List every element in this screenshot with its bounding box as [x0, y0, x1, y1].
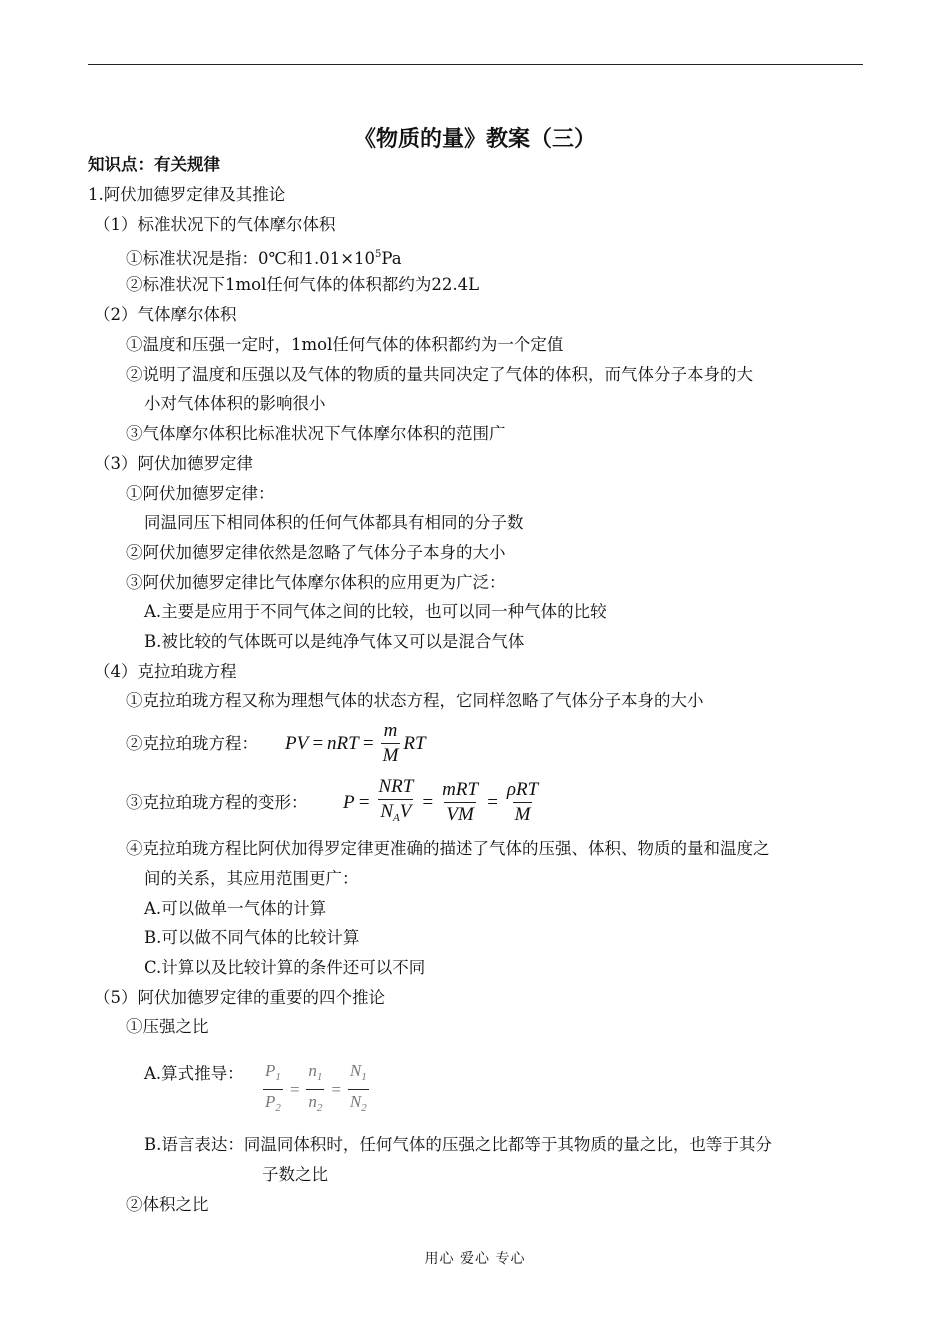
fraction-denominator: M: [514, 804, 531, 825]
text-line: ②说明了温度和压强以及气体的物质的量共同决定了气体的体积，而气体分子本身的大: [126, 365, 753, 384]
fraction-denominator: [378, 799, 413, 829]
text-line: A.可以做单一气体的计算: [144, 899, 327, 918]
symbol-V: V: [399, 801, 412, 822]
equals-sign: =: [361, 732, 375, 754]
formula1-lhs: PV: [285, 732, 309, 754]
text-line: ①压强之比: [126, 1017, 209, 1036]
std-condition-text: ①标准状况是指：0℃和1.01×10: [126, 249, 376, 268]
subheading-1: （1）标准状况下的气体摩尔体积: [94, 215, 336, 234]
text-line: B.被比较的气体既可以是纯净气体又可以是混合气体: [144, 632, 525, 651]
formula3-label: A.算式推导：: [144, 1064, 244, 1083]
pressure-exponent: 5: [375, 249, 382, 260]
formula1-mid: nRT: [327, 732, 359, 754]
fraction-numerator: ρRT: [506, 779, 539, 800]
fraction-N1-over-N2: [348, 1060, 369, 1119]
symbol-N: N: [349, 1092, 362, 1111]
symbol-P: P: [265, 1092, 276, 1111]
fraction-m-over-M: [381, 720, 401, 767]
text-line: 同温同压下相同体积的任何气体都具有相同的分子数: [144, 513, 524, 532]
text-line: 间的关系，其应用范围更广：: [144, 869, 359, 888]
text-line: ①温度和压强一定时，1mol任何气体的体积都约为一个定值: [126, 335, 564, 354]
fraction-numerator: [306, 1060, 324, 1089]
subscript-1: 1: [316, 1071, 323, 1083]
equals-sign: =: [311, 732, 325, 754]
fraction-denominator: M: [382, 745, 399, 766]
subscript-2: 2: [275, 1102, 281, 1114]
ideal-gas-variant-equation: [343, 776, 543, 829]
subscript-1: 1: [361, 1071, 367, 1083]
formula2-label: ③克拉珀珑方程的变形：: [126, 793, 308, 812]
fraction-denominator: VM: [446, 804, 474, 825]
fraction-mRT-over-VM: [440, 779, 480, 826]
fraction-n1-over-n2: [306, 1060, 324, 1119]
text-line: 子数之比: [262, 1165, 328, 1184]
text-line: 小对气体体积的影响很小: [144, 394, 326, 413]
equals-sign: =: [288, 1079, 301, 1099]
symbol-N: N: [380, 801, 394, 822]
text-line: ②阿伏加德罗定律依然是忽略了气体分子本身的大小: [126, 543, 506, 562]
std-condition-line: [126, 244, 402, 270]
equals-sign: =: [421, 791, 435, 813]
fraction-P1-over-P2: [263, 1060, 283, 1119]
fraction-numerator: m: [383, 720, 398, 741]
text-line: ④克拉珀珑方程比阿伏加得罗定律更准确的描述了气体的压强、体积、物质的量和温度之: [126, 839, 770, 858]
subscript-A: A: [393, 812, 400, 824]
symbol-N: N: [349, 1061, 362, 1080]
text-line: B.语言表达：同温同体积时，任何气体的压强之比都等于其物质的量之比，也等于其分: [144, 1135, 772, 1154]
text-line: B.可以做不同气体的比较计算: [144, 928, 360, 947]
subheading-5: （5）阿伏加德罗定律的重要的四个推论: [94, 988, 385, 1007]
equals-sign: =: [486, 791, 499, 813]
fraction-numerator: [348, 1060, 369, 1089]
formula1-tail: RT: [403, 732, 426, 754]
formula2-lhs: P: [343, 791, 355, 813]
text-line: ③阿伏加德罗定律比气体摩尔体积的应用更为广泛：: [126, 573, 506, 592]
pressure-ratio-equation: [260, 1060, 372, 1119]
equals-sign: =: [330, 1079, 342, 1099]
fraction-rhoRT-over-M: [505, 779, 540, 826]
fraction-numerator: NRT: [378, 776, 414, 797]
subscript-2: 2: [316, 1102, 323, 1114]
text-line: ③气体摩尔体积比标准状况下气体摩尔体积的范围广: [126, 424, 506, 443]
fraction-numerator: mRT: [442, 779, 479, 800]
subscript-1: 1: [275, 1071, 281, 1083]
header-rule: [88, 64, 863, 65]
pressure-unit: Pa: [381, 249, 402, 268]
symbol-P: P: [265, 1061, 276, 1080]
fraction-denominator: [306, 1089, 324, 1119]
page-footer: 用心 爱心 专心: [424, 1251, 526, 1267]
section-heading: 知识点：有关规律: [88, 155, 220, 174]
fraction-denominator: [348, 1089, 369, 1119]
text-line: ②标准状况下1mol任何气体的体积都约为22.4L: [126, 275, 480, 294]
document-title: 《物质的量》教案（三）: [353, 127, 596, 152]
text-line: A.主要是应用于不同气体之间的比较，也可以同一种气体的比较: [144, 602, 607, 621]
text-line: ①克拉珀珑方程又称为理想气体的状态方程，它同样忽略了气体分子本身的大小: [126, 691, 704, 710]
text-line: ①阿伏加德罗定律：: [126, 484, 275, 503]
subheading-3: （3）阿伏加德罗定律: [94, 454, 253, 473]
subscript-2: 2: [361, 1102, 367, 1114]
fraction-numerator: [263, 1060, 283, 1089]
equals-sign: =: [357, 791, 371, 813]
symbol-n: n: [308, 1092, 317, 1111]
fraction-NRT-over-NAV: [376, 776, 415, 829]
item-heading: 1.阿伏加德罗定律及其推论: [88, 185, 286, 204]
fraction-denominator: [263, 1089, 283, 1119]
subheading-4: （4）克拉珀珑方程: [94, 662, 237, 681]
subheading-2: （2）气体摩尔体积: [94, 305, 237, 324]
text-line: ②体积之比: [126, 1195, 209, 1214]
symbol-n: n: [308, 1061, 317, 1080]
text-line: C.计算以及比较计算的条件还可以不同: [144, 958, 426, 977]
ideal-gas-equation: [285, 720, 426, 767]
formula1-label: ②克拉珀珑方程：: [126, 734, 258, 753]
